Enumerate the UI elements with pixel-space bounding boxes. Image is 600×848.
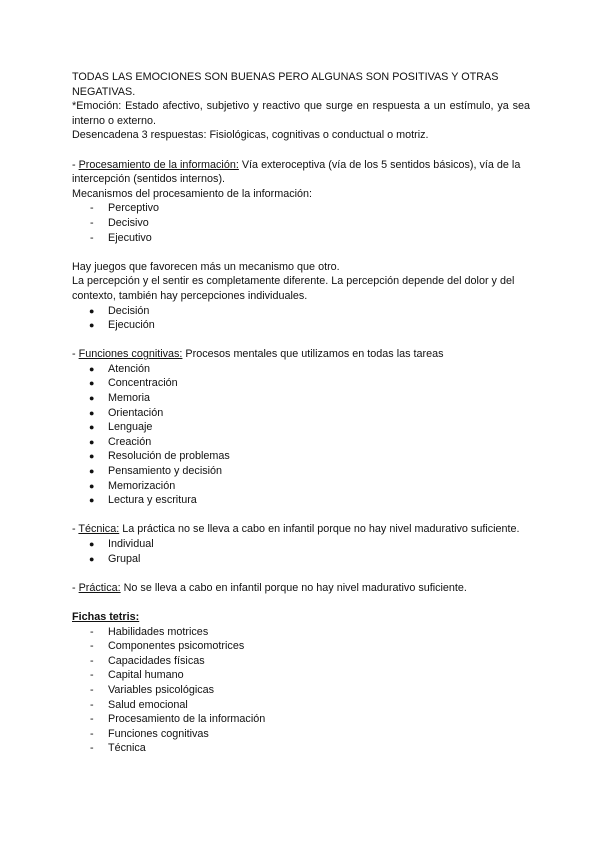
list-item: ● Pensamiento y decisión: [89, 465, 223, 478]
list-item: - Procesamiento de la información: [90, 713, 266, 726]
funciones-list: [72, 362, 530, 508]
responses-line: Desencadena 3 respuestas: Fisiológicas, cognitivas o conductual o motriz.: [72, 129, 429, 142]
document-page: [72, 70, 530, 756]
list-item: ● Decisión: [89, 304, 150, 317]
funciones-paragraph: - Funciones cognitivas: Procesos mentales que utilizamos en todas las tareas: [72, 348, 444, 361]
practica-paragraph: - Práctica: No se lleva a cabo en infantil porque no hay nivel madurativo suficiente.: [72, 581, 467, 594]
emotion-definition: *Emoción: Estado afectivo, subjetivo y reactivo que surge en respuesta a un estímulo, ya sea interno o externo.: [72, 100, 530, 127]
list-item: ● Memorización: [89, 479, 176, 492]
tecnica-list: [72, 537, 530, 566]
procesamiento-heading: Procesamiento de la información:: [78, 158, 239, 171]
list-item: - Capacidades físicas: [90, 654, 205, 667]
percepcion-paragraph: La percepción y el sentir es completamente diferente. La percepción depende del dolor y del contexto, también hay percepciones individuales.: [72, 275, 515, 302]
mechanisms-list: [72, 201, 530, 245]
juegos-list: [72, 304, 530, 333]
list-item: ● Ejecución: [89, 319, 155, 332]
list-item: - Capital humano: [90, 669, 184, 682]
fichas-list: [72, 625, 530, 756]
list-item: ● Creación: [89, 435, 152, 448]
list-item: - Técnica: [90, 742, 146, 755]
list-item: ● Memoria: [89, 392, 150, 405]
practica-heading: Práctica:: [78, 581, 121, 594]
juegos-line: Hay juegos que favorecen más un mecanismo que otro.: [72, 260, 340, 273]
procesamiento-paragraph: - Procesamiento de la información: Vía exteroceptiva (vía de los 5 sentidos básicos), vía de la intercepción (sentidos internos).: [72, 158, 521, 186]
list-item: - Ejecutivo: [90, 231, 152, 244]
list-item: - Funciones cognitivas: [90, 727, 209, 740]
tecnica-paragraph: - Técnica: La práctica no se lleva a cabo en infantil porque no hay nivel madurativo suficiente.: [72, 523, 520, 536]
list-item: ● Atención: [89, 362, 151, 375]
mechanisms-label: Mecanismos del procesamiento de la información:: [72, 187, 313, 200]
list-item: - Variables psicológicas: [90, 683, 215, 696]
list-item: ● Resolución de problemas: [89, 450, 230, 463]
list-item: - Perceptivo: [90, 202, 160, 215]
list-item: ● Orientación: [89, 406, 164, 419]
list-item: ● Lenguaje: [89, 421, 153, 434]
tecnica-heading: Técnica:: [78, 523, 120, 536]
list-item: ● Individual: [89, 538, 154, 550]
list-item: - Componentes psicomotrices: [90, 640, 245, 653]
fichas-heading: Fichas tetris:: [72, 610, 140, 623]
title-line: TODAS LAS EMOCIONES SON BUENAS PERO ALGUNAS SON POSITIVAS Y OTRAS NEGATIVAS.: [72, 71, 499, 98]
funciones-heading: Funciones cognitivas:: [78, 348, 183, 361]
list-item: - Habilidades motrices: [90, 625, 209, 638]
list-item: - Decisivo: [90, 216, 149, 229]
list-item: ● Concentración: [89, 377, 178, 390]
list-item: - Salud emocional: [90, 698, 188, 711]
list-item: ● Grupal: [89, 552, 141, 565]
list-item: ● Lectura y escritura: [89, 494, 197, 507]
